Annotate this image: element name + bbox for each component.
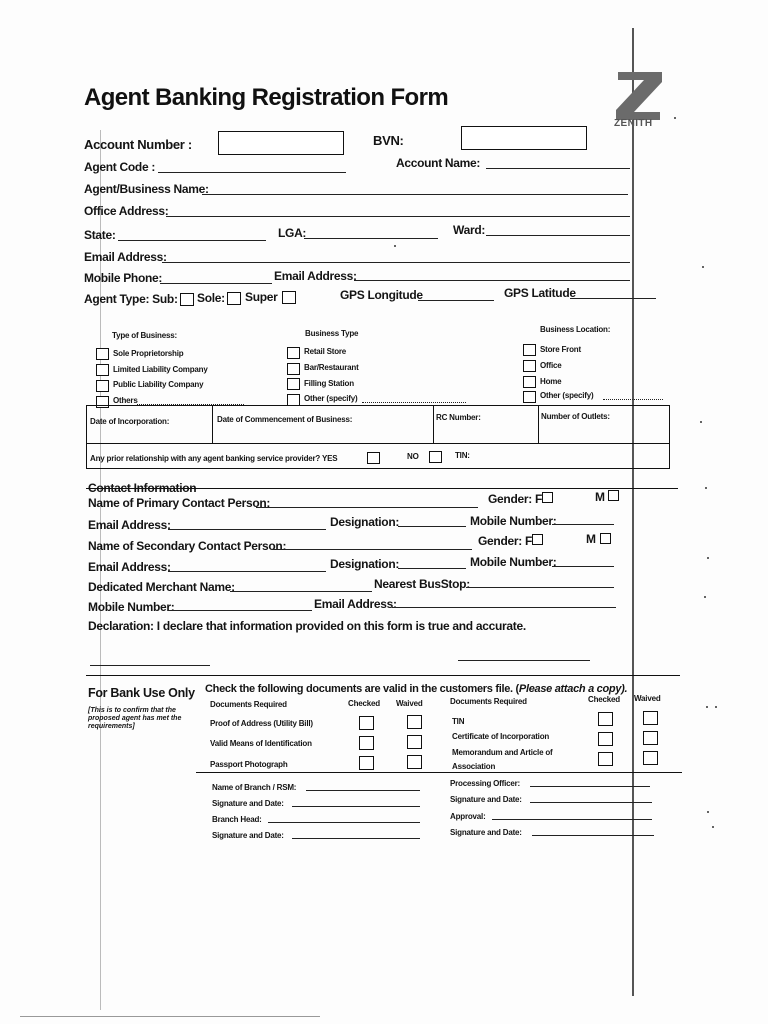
gps-latitude-field[interactable] (570, 298, 656, 299)
office-address-field[interactable] (166, 216, 630, 217)
business-details-table-col-divider (212, 405, 213, 443)
declaration-text: Declaration: I declare that information provided on this form is true and accurate. (88, 619, 526, 633)
agent-code-field[interactable] (158, 172, 346, 173)
gender-m-label: M (595, 490, 605, 504)
bank-use-docs-rule (196, 772, 682, 773)
scan-speck (702, 266, 704, 268)
agent-business-name-label: Agent/Business Name: (84, 182, 209, 196)
prior-relationship-label: Any prior relationship with any agent banking service provider? YES (90, 454, 338, 463)
scan-speck (715, 706, 717, 708)
mobile-number-2-field[interactable] (552, 566, 614, 567)
form-title: Agent Banking Registration Form (84, 84, 449, 111)
email-3-field[interactable] (392, 607, 616, 608)
scan-speck (707, 557, 709, 559)
doc-valid-means-of-id: Valid Means of Identification (210, 739, 312, 748)
email-address-2-field[interactable] (354, 280, 630, 281)
secondary-contact-field[interactable] (272, 549, 472, 550)
designation-2-field[interactable] (398, 568, 466, 569)
type-of-business-checkbox-2[interactable] (96, 364, 109, 376)
primary-gender-m-checkbox[interactable] (608, 490, 619, 501)
prior-relationship-no-checkbox[interactable] (429, 451, 442, 463)
prior-relationship-yes-checkbox[interactable] (367, 452, 380, 464)
signature-date-2-label: Signature and Date: (212, 831, 284, 840)
business-type-heading: Business Type (305, 329, 359, 338)
business-type-option: Bar/Restaurant (304, 363, 359, 372)
docs-required-header: Documents Required (210, 700, 287, 709)
bank-use-heading: For Bank Use Only (88, 686, 195, 700)
mobile-phone-label: Mobile Phone: (84, 271, 163, 285)
scan-speck (674, 117, 676, 119)
number-of-outlets-label: Number of Outlets: (541, 412, 610, 421)
primary-gender-f-checkbox[interactable] (542, 492, 553, 503)
lga-field[interactable] (304, 238, 438, 239)
contact-information-heading: Contact Information (88, 481, 197, 495)
bvn-box[interactable] (461, 126, 587, 150)
doc-proof-of-address: Proof of Address (Utility Bill) (210, 719, 313, 728)
email-3-label: Email Address: (314, 597, 397, 611)
gps-latitude-label: GPS Latitude (504, 286, 576, 300)
gps-longitude-label: GPS Longitude (340, 288, 423, 302)
scan-edge-line (632, 28, 634, 996)
account-name-field[interactable] (486, 168, 630, 169)
bank-use-instruction-text: Check the following documents are valid in the customers file. ( (205, 683, 519, 695)
agent-type-sole-checkbox[interactable] (227, 292, 241, 305)
type-of-business-option: Sole Proprietorship (113, 349, 184, 358)
mobile-number-1-field[interactable] (552, 524, 614, 525)
email-2-field[interactable] (168, 571, 326, 572)
scan-speck (700, 421, 702, 423)
signature-date-2-field[interactable] (292, 838, 420, 839)
nearest-bus-stop-label: Nearest BusStop: (374, 577, 470, 591)
gender-f-label: Gender: F (488, 492, 542, 506)
date-of-incorporation-label: Date of Incorporation: (90, 417, 170, 426)
business-type-checkbox-1[interactable] (287, 347, 300, 359)
business-location-option: Office (540, 361, 562, 370)
scan-speck (706, 706, 708, 708)
branch-head-label: Branch Head: (212, 815, 262, 824)
type-of-business-option: Others (113, 396, 138, 405)
valid-id-waived-box[interactable] (407, 735, 422, 749)
bank-use-instruction (205, 683, 627, 695)
business-location-option: Other (specify) (540, 391, 594, 400)
business-location-checkbox-2[interactable] (523, 360, 536, 372)
mobile-number-3-label: Mobile Number: (88, 600, 175, 614)
bank-use-note-line: [This is to confirm that the (88, 707, 176, 714)
type-of-business-checkbox-1[interactable] (96, 348, 109, 360)
approval-field[interactable] (492, 819, 652, 820)
signature-date-1-label: Signature and Date: (212, 799, 284, 808)
account-number-label: Account Number : (84, 137, 192, 152)
business-details-table-col-divider (433, 405, 434, 443)
doc-certificate-of-incorporation: Certificate of Incorporation (452, 732, 550, 741)
zenith-logo (612, 70, 664, 132)
agent-type-label: Agent Type: Sub: (84, 292, 178, 306)
declaration-date-line[interactable] (458, 660, 590, 661)
name-of-branch-label: Name of Branch / RSM: (212, 783, 297, 792)
business-location-checkbox-4[interactable] (523, 391, 536, 403)
dedicated-merchant-label: Dedicated Merchant Name: (88, 580, 235, 594)
business-location-option: Home (540, 377, 562, 386)
certificate-checked-box[interactable] (598, 732, 613, 746)
business-details-table-row-divider (86, 443, 670, 444)
mobile-number-3-field[interactable] (168, 610, 312, 611)
zenith-logo-text: ZENITH (614, 118, 653, 129)
processing-officer-field[interactable] (530, 786, 650, 787)
mobile-phone-field[interactable] (160, 283, 272, 284)
signature-date-4-field[interactable] (532, 835, 654, 836)
account-name-label: Account Name: (396, 156, 481, 170)
valid-id-checked-box[interactable] (359, 736, 374, 750)
contact-information-rule (86, 488, 678, 489)
signature-date-3-field[interactable] (530, 802, 652, 803)
designation-1-label: Designation: (330, 515, 400, 529)
name-of-branch-field[interactable] (306, 790, 420, 791)
docs-required-header-2: Documents Required (450, 697, 527, 706)
bank-use-note-line: requirements] (88, 723, 135, 730)
email-1-field[interactable] (168, 529, 326, 530)
tin-checked-box[interactable] (598, 712, 613, 726)
agent-type-super-label: Super (245, 290, 278, 304)
email-2-label: Email Address: (88, 560, 171, 574)
checked-header-2: Checked (588, 695, 620, 704)
email-address-2-label: Email Address: (274, 269, 357, 283)
certificate-waived-box[interactable] (643, 731, 658, 745)
checked-header: Checked (348, 699, 380, 708)
business-location-checkbox-1[interactable] (523, 344, 536, 356)
tin-waived-box[interactable] (643, 711, 658, 725)
designation-1-field[interactable] (398, 526, 466, 527)
applicant-signature-line[interactable] (90, 665, 210, 666)
agent-type-sub-checkbox[interactable] (180, 293, 194, 306)
type-of-business-option: Public Liability Company (113, 380, 204, 389)
passport-waived-box[interactable] (407, 755, 422, 769)
agent-business-name-field[interactable] (202, 194, 628, 195)
email-address-field[interactable] (162, 262, 630, 263)
business-type-checkbox-2[interactable] (287, 363, 300, 375)
agent-type-sole-label: Sole: (197, 291, 225, 305)
waived-header: Waived (396, 699, 423, 708)
bvn-label: BVN: (373, 133, 404, 148)
rc-number-label: RC Number: (436, 413, 481, 422)
business-location-other-field[interactable] (603, 399, 663, 400)
doc-memorandum: Memorandum and Article of (452, 748, 553, 757)
tin-label: TIN: (455, 451, 470, 460)
dedicated-merchant-field[interactable] (230, 591, 372, 592)
office-address-label: Office Address: (84, 204, 169, 218)
business-details-table-col-divider (538, 405, 539, 443)
scan-bottom-edge (20, 1016, 320, 1017)
state-label: State: (84, 228, 116, 242)
gender-f-2-label: Gender: F (478, 534, 532, 548)
mobile-number-2-label: Mobile Number: (470, 555, 557, 569)
business-type-option: Other (specify) (304, 394, 358, 403)
bank-use-note-line: proposed agent has met the (88, 715, 182, 722)
business-location-option: Store Front (540, 345, 581, 354)
bank-use-instruction-italic: Please attach a copy). (518, 683, 628, 695)
bank-use-rule (86, 675, 680, 676)
scan-speck (707, 811, 709, 813)
business-location-heading: Business Location: (540, 325, 611, 334)
type-of-business-heading: Type of Business: (112, 331, 177, 340)
primary-contact-label: Name of Primary Contact Person: (88, 496, 271, 510)
doc-passport-photograph: Passport Photograph (210, 760, 288, 769)
business-location-checkbox-3[interactable] (523, 376, 536, 388)
state-field[interactable] (118, 240, 266, 241)
proof-of-address-waived-box[interactable] (407, 715, 422, 729)
ward-label: Ward: (453, 223, 486, 237)
proof-of-address-checked-box[interactable] (359, 716, 374, 730)
processing-officer-label: Processing Officer: (450, 779, 521, 788)
business-type-option: Retail Store (304, 347, 347, 356)
doc-memorandum-continued: Association (452, 762, 496, 771)
designation-2-label: Designation: (330, 557, 400, 571)
signature-date-4-label: Signature and Date: (450, 828, 522, 837)
email-1-label: Email Address: (88, 518, 171, 532)
email-address-label: Email Address: (84, 250, 167, 264)
account-number-box[interactable] (218, 131, 344, 155)
approval-label: Approval: (450, 812, 486, 821)
nearest-bus-stop-field[interactable] (466, 587, 614, 588)
primary-contact-field[interactable] (256, 507, 478, 508)
doc-tin: TIN (452, 717, 465, 726)
waived-header-2: Waived (634, 694, 661, 703)
scan-speck (394, 245, 396, 247)
signature-date-1-field[interactable] (292, 806, 420, 807)
date-of-commencement-label: Date of Commencement of Business: (217, 415, 353, 424)
agent-code-label: Agent Code : (84, 160, 156, 174)
type-of-business-checkbox-3[interactable] (96, 380, 109, 392)
scan-speck (712, 826, 714, 828)
business-type-option: Filling Station (304, 379, 354, 388)
agent-type-super-checkbox[interactable] (282, 291, 296, 304)
ward-field[interactable] (486, 235, 630, 236)
lga-label: LGA: (278, 226, 307, 240)
secondary-gender-m-checkbox[interactable] (600, 533, 611, 544)
passport-checked-box[interactable] (359, 756, 374, 770)
business-type-other-field[interactable] (362, 402, 466, 403)
type-of-business-option: Limited Liability Company (113, 365, 208, 374)
mobile-number-1-label: Mobile Number: (470, 514, 557, 528)
gps-longitude-field[interactable] (418, 300, 494, 301)
business-type-checkbox-3[interactable] (287, 378, 300, 390)
gender-m-2-label: M (586, 532, 596, 546)
memorandum-checked-box[interactable] (598, 752, 613, 766)
scan-speck (705, 487, 707, 489)
scan-speck (704, 596, 706, 598)
secondary-contact-label: Name of Secondary Contact Person: (88, 539, 287, 553)
secondary-gender-f-checkbox[interactable] (532, 534, 543, 545)
memorandum-waived-box[interactable] (643, 751, 658, 765)
branch-head-field[interactable] (268, 822, 420, 823)
prior-relationship-no-label: NO (407, 452, 419, 461)
signature-date-3-label: Signature and Date: (450, 795, 522, 804)
